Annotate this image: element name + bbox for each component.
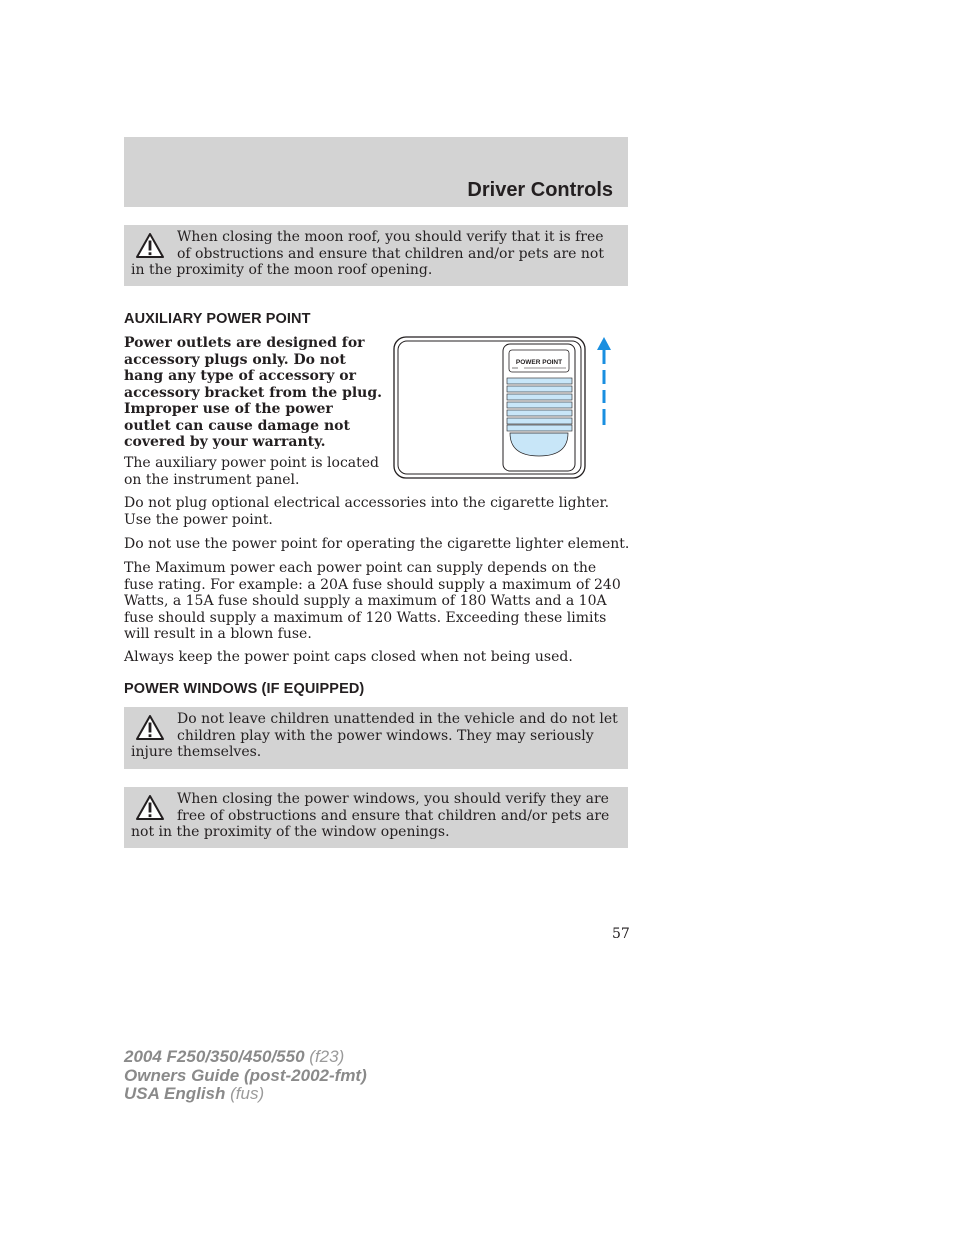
lighter-element-text: Do not use the power point for operating the cigarette lighter element. xyxy=(124,536,630,552)
document-footer xyxy=(124,1048,367,1104)
power-point-location-text: The auxiliary power point is located on the instrument panel. xyxy=(124,455,380,488)
warning-triangle-icon xyxy=(135,714,165,742)
page-number: 57 xyxy=(612,926,630,942)
fuse-rating-text: The Maximum power each power point can supply depends on the fuse rating. For example: a 20A fuse should supply a maximum of 240 Watts, a 15A fuse should supply a maximum of 180 Watts and a 10A fuse should supply a maximum of 120 Watts. Exceeding these limits will result in a blown fuse. xyxy=(124,560,621,642)
power-point-label: POWER POINT xyxy=(515,359,563,366)
warning-box-moon-roof xyxy=(124,225,628,286)
warning-text: When closing the power windows, you should verify they are free of obstructions and ensure that children and/or pets are not in the proximity of the window openings. xyxy=(131,791,610,840)
warning-box-closing-windows xyxy=(124,787,628,848)
section-heading-auxiliary-power-point: AUXILIARY POWER POINT xyxy=(124,311,311,327)
section-heading-power-windows: POWER WINDOWS (IF EQUIPPED) xyxy=(124,681,365,697)
section-header xyxy=(124,137,628,207)
up-arrow-icon xyxy=(597,337,611,425)
footer-language-code: (fus) xyxy=(230,1084,265,1103)
power-point-illustration xyxy=(392,334,622,484)
page-title: Driver Controls xyxy=(467,179,613,201)
footer-model: 2004 F250/350/450/550 xyxy=(124,1047,305,1066)
warning-triangle-icon xyxy=(135,232,165,260)
power-outlet-caution: Power outlets are designed for accessory plugs only. Do not hang any type of accessory or accessory bracket from the plug. Improper use of the power outlet can cause damage not covered by your warranty. xyxy=(124,335,383,450)
footer-model-code: (f23) xyxy=(309,1047,345,1066)
cigarette-lighter-text: Do not plug optional electrical accessories into the cigarette lighter. Use the power point. xyxy=(124,495,610,528)
warning-text: When closing the moon roof, you should verify that it is free of obstructions and ensure that children and/or pets are not in the proximity of the moon roof opening. xyxy=(131,229,604,278)
power-point-cap-ribs xyxy=(507,378,572,431)
warning-box-children-windows xyxy=(124,707,628,769)
warning-triangle-icon xyxy=(135,794,165,822)
footer-language: USA English xyxy=(124,1084,226,1103)
caps-closed-text: Always keep the power point caps closed when not being used. xyxy=(124,649,573,665)
warning-text: Do not leave children unattended in the vehicle and do not let children play with the power windows. They may seriously injure themselves. xyxy=(131,711,618,760)
footer-guide: Owners Guide (post-2002-fmt) xyxy=(124,1065,367,1085)
